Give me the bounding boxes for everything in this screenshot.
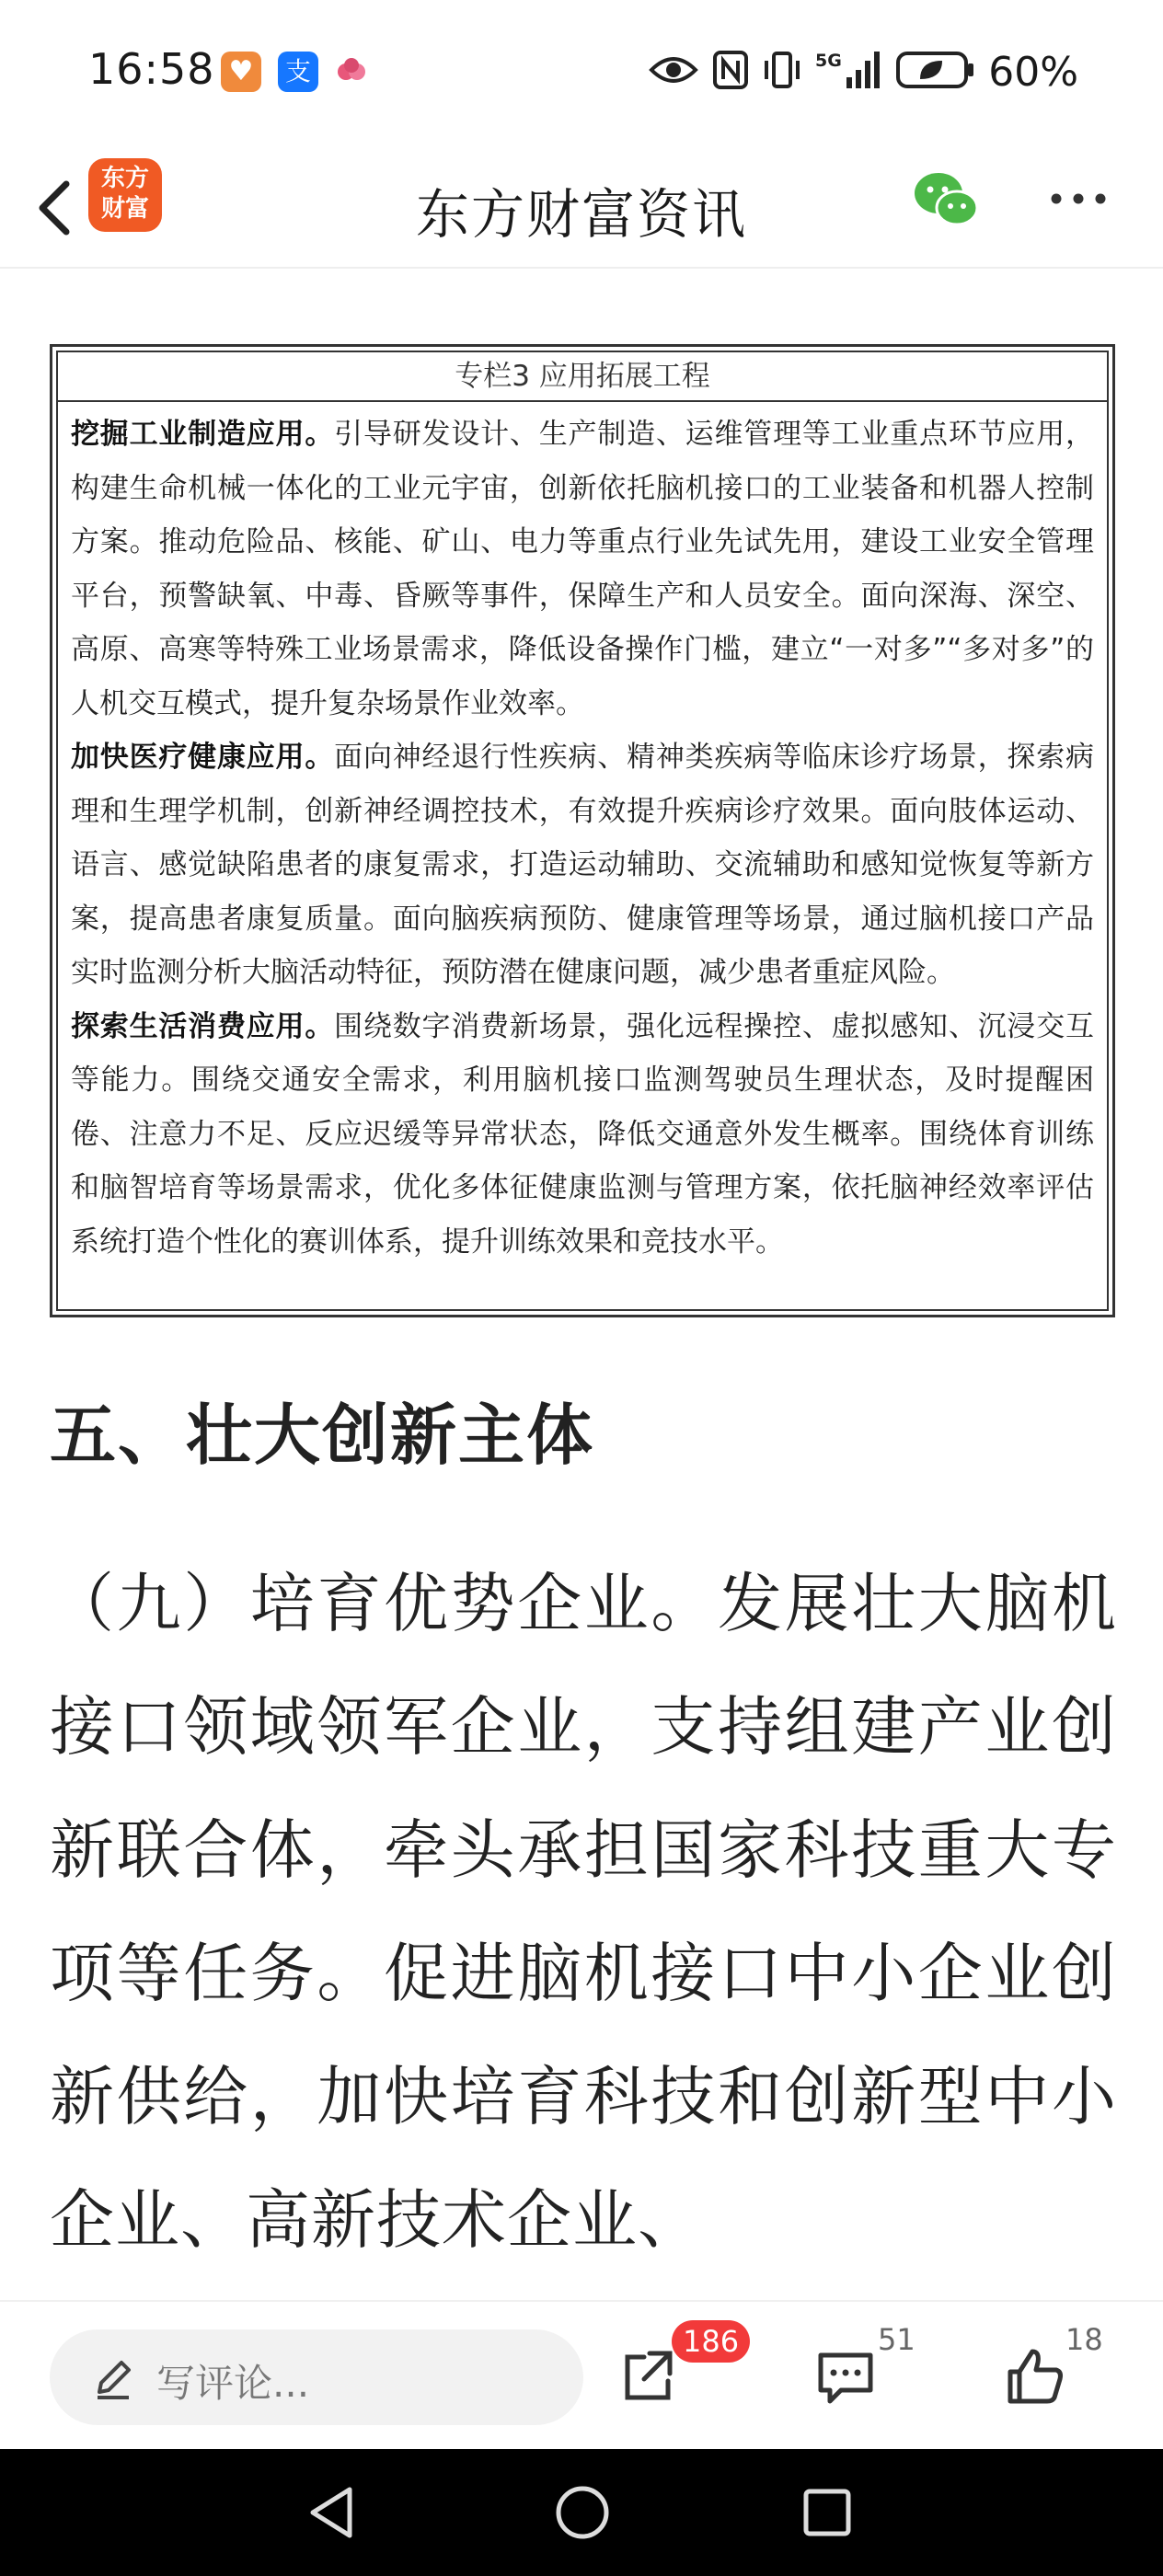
column-paragraph-text: 面向神经退行性疾病、精神类疾病等临床诊疗场景，探索病理和生理学机制，创新神经调控技术，有效提升疾病诊疗效果。面向肢体运动、语言、感觉缺陷患者的康复需求，打造运动辅助、交流辅助和感知觉恢复等新方案，提高患者康复质量。面向脑疾病预防、健康管理等场景，通过脑机接口产品实时监测分析大脑活动特征，预防潜在健康问题，减少患者重症风险。 [71,741,1095,989]
signal-icon [815,48,883,96]
app-header [0,147,1163,269]
network-type-label: 5G [815,51,843,71]
status-time: 16:58 [88,44,215,94]
wechat-share-icon[interactable] [911,167,981,232]
battery-saver-icon [896,50,975,94]
bottom-action-bar [0,2300,1163,2449]
column-body [58,402,1107,1269]
column-paragraph [71,1000,1094,1270]
nav-home-icon[interactable] [550,2480,615,2545]
column-paragraph [71,408,1094,730]
system-navigation-bar [0,2449,1163,2576]
status-bar [0,0,1163,147]
comment-count: 51 [878,2322,915,2357]
nav-recents-icon[interactable] [795,2480,859,2545]
like-count: 18 [1065,2322,1103,2357]
column-paragraph-text: 围绕数字消费新场景，强化远程操控、虚拟感知、沉浸交互等能力。围绕交通安全需求，利用脑机接口监测驾驶员生理状态，及时提醒困倦、注意力不足、反应迟缓等异常状态，降低交通意外发生概率。围绕体育训练和脑智培育等场景需求，优化多体征健康监测与管理方案，依托脑神经效率评估系统打造个性化的赛训体系，提升训练效果和竞技水平。 [71,1009,1095,1259]
column-paragraph [71,730,1094,1000]
more-options-icon[interactable] [1045,178,1111,219]
article-paragraph: （九）培育优势企业。发展壮大脑机接口领域领军企业，支持组建产业创新联合体，牵头承担国家科技重大专项等任务。促进脑机接口中小企业创新供给，加快培育科技和创新型中小企业、高新技术企业、 [50,1566,1117,2258]
logo-line-2: 财富 [100,195,149,223]
nfc-icon [712,50,749,94]
flower-app-notification-icon [333,52,370,92]
nav-back-icon[interactable] [302,2480,366,2545]
column-table [56,351,1109,1311]
thumbs-up-icon[interactable] [1003,2344,1067,2409]
column-title: 专栏3 应用拓展工程 [58,352,1107,402]
status-icons [648,44,1078,99]
heart-app-notification-icon: ♥ [221,52,261,92]
column-paragraph-heading: 加快医疗健康应用。 [71,741,335,774]
column-image-box [50,344,1115,1317]
share-icon[interactable] [616,2344,681,2409]
logo-line-1: 东方 [100,165,149,192]
column-paragraph-heading: 挖掘工业制造应用。 [71,418,335,451]
page-title: 东方财富资讯 [415,183,747,246]
section-heading: 五、壮大创新主体 [50,1397,595,1474]
comment-placeholder: 写评论... [156,2361,310,2406]
column-paragraph-heading: 探索生活消费应用。 [71,1009,335,1043]
comment-input[interactable] [50,2329,583,2425]
alipay-notification-icon: 支 [278,52,318,92]
vibrate-icon [762,50,802,94]
column-paragraph-text: 引导研发设计、生产制造、运维管理等工业重点环节应用，构建生命机械一体化的工业元宇宙，创新依托脑机接口的工业装备和机器人控制方案。推动危险品、核能、矿山、电力等重点行业先试先用，建设工业安全管理平台，预警缺氧、中毒、昏厥等事件，保障生产和人员安全。面向深海、深空、高原、高寒等特殊工业场景需求，降低设备操作门槛，建立“一对多”“多对多”的人机交互模式，提升复杂场景作业效率。 [71,418,1095,720]
eye-icon [648,52,699,92]
share-count-badge: 186 [672,2320,750,2363]
comments-icon[interactable] [813,2344,878,2409]
pencil-icon [90,2355,136,2401]
battery-percentage: 60% [988,48,1078,96]
